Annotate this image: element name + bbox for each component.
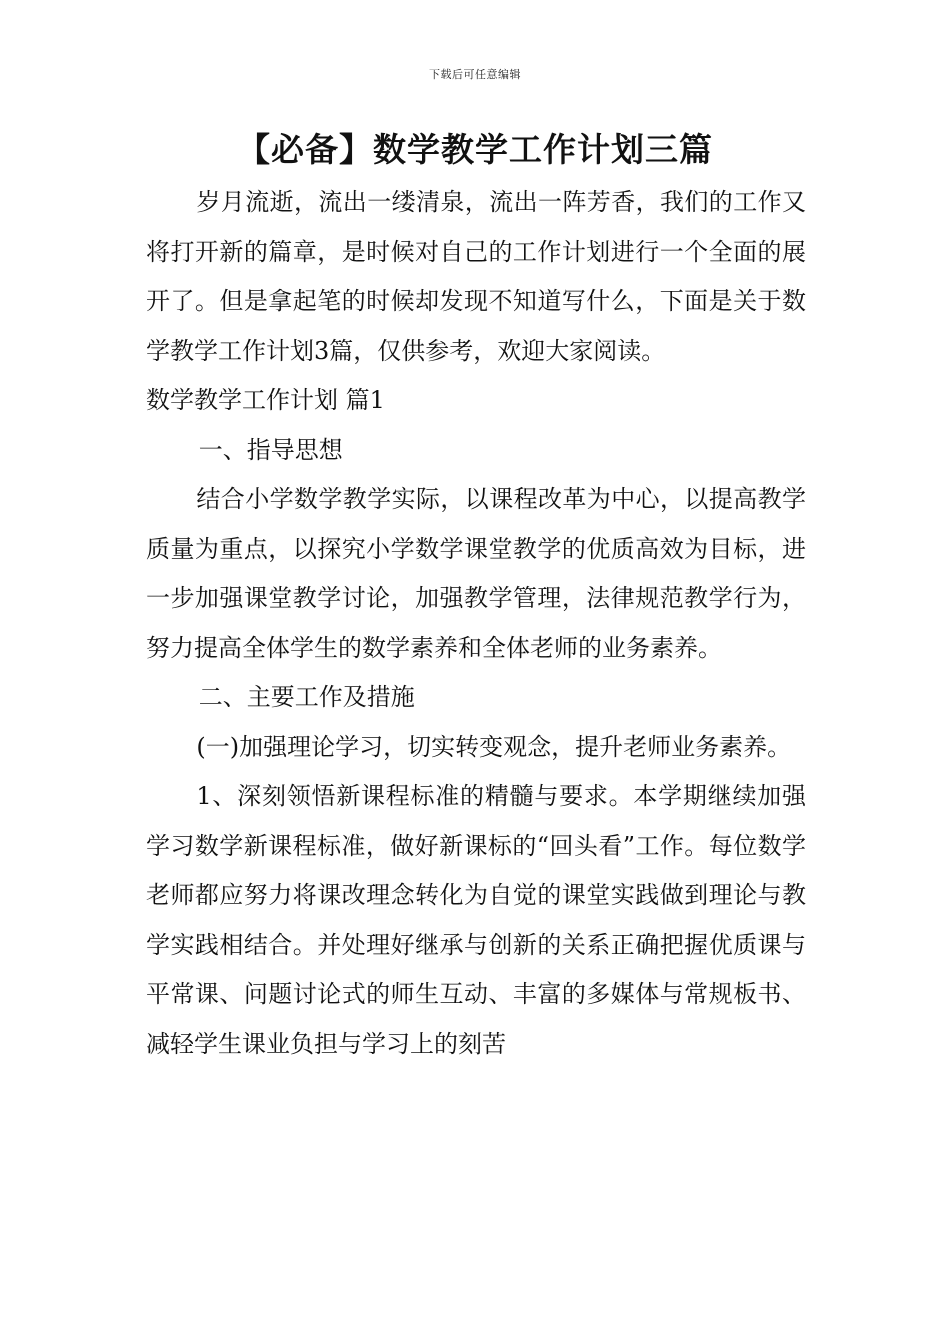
intro-paragraph: 岁月流逝，流出一缕清泉，流出一阵芳香，我们的工作又将打开新的篇章，是时候对自己的工作计划进行一个全面的展开了。但是拿起笔的时候却发现不知道写什么，下面是关于数学教学工作计划3篇，仅供参考，欢迎大家阅读。 bbox=[146, 188, 806, 365]
body-paragraph: 结合小学数学教学实际，以课程改革为中心，以提高教学质量为重点，以探究小学数学课堂教学的优质高效为目标，进一步加强课堂教学讨论，加强教学管理，法律规范教学行为，努力提高全体学生的数学素养和全体老师的业务素养。 bbox=[146, 485, 806, 662]
subsection-heading: 一、指导思想 bbox=[198, 435, 343, 464]
document-body bbox=[146, 178, 806, 1069]
header-note: 下载后可任意编辑 bbox=[429, 68, 521, 81]
body-paragraph: 1、深刻领悟新课程标准的精髓与要求。本学期继续加强学习数学新课程标准，做好新课标的“回头看”工作。每位数学老师都应努力将课改理念转化为自觉的课堂实践做到理论与教学实践相结合。并处理好继承与创新的关系正确把握优质课与平常课、问题讨论式的师生互动、丰富的多媒体与常规板书、减轻学生课业负担与学习上的刻苦 bbox=[146, 782, 806, 1058]
document-title: 【必备】数学教学工作计划三篇 bbox=[237, 130, 713, 169]
subsection-heading: 二、主要工作及措施 bbox=[198, 683, 415, 711]
body-paragraph: (一)加强理论学习，切实转变观念，提升老师业务素养。 bbox=[196, 732, 792, 761]
section-heading: 数学教学工作计划 篇1 bbox=[146, 386, 385, 414]
